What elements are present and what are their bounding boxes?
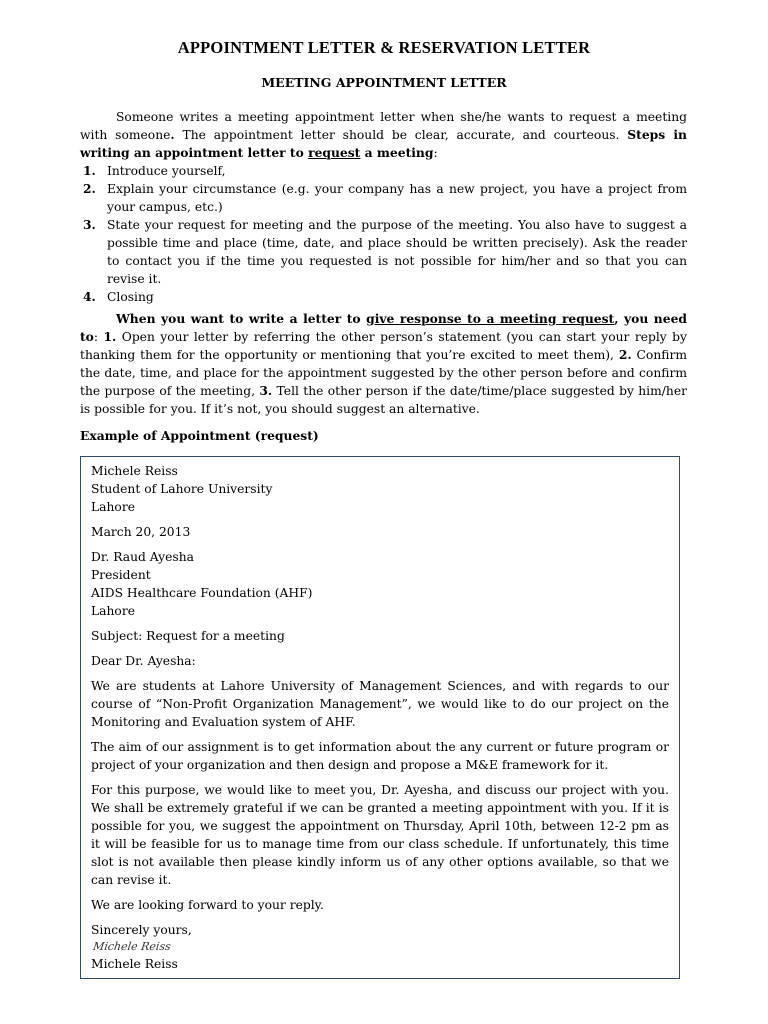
- response-text-1: :: [93, 330, 104, 344]
- list-item: [80, 288, 687, 306]
- response-bold-2: , you need to: [80, 311, 687, 344]
- response-num-2: 2.: [618, 347, 632, 362]
- letter-paragraph-1: We are students at Lahore University of Management Sciences, and with regards to our course of “Non-Profit Organization Management”, we would like to do our project on the Monitoring and Evaluation system of AHF.: [91, 679, 669, 729]
- example-heading: Example of Appointment (request): [80, 428, 319, 443]
- letter-date: March 20, 2013: [91, 525, 191, 539]
- sender-title: Student of Lahore University: [91, 482, 273, 496]
- page-subtitle: MEETING APPOINTMENT LETTER: [261, 75, 507, 90]
- intro-text-1: Someone writes a meeting appointment letter when she/he wants to request a meeting with someone: [80, 110, 687, 142]
- letter-closing: Sincerely yours,: [91, 923, 192, 937]
- recipient-city: Lahore: [91, 604, 135, 618]
- list-item: [80, 162, 687, 180]
- response-num-1: 1.: [103, 329, 117, 344]
- intro-section: [80, 108, 687, 306]
- intro-dot: .: [170, 127, 175, 142]
- response-bold-1: When you want to write a letter to: [116, 311, 367, 326]
- step-number: 4.: [83, 289, 96, 304]
- letter-paragraph-4: We are looking forward to your reply.: [91, 898, 324, 912]
- intro-text-2: The appointment letter should be clear, accurate, and courteous.: [174, 128, 628, 142]
- letter-subject: Subject: Request for a meeting: [91, 629, 285, 643]
- response-text-3: Confirm the date, time, and place for the appointment suggested by the other person before and confirm the purpose of the meeting,: [80, 348, 687, 398]
- recipient-org: AIDS Healthcare Foundation (AHF): [91, 586, 313, 600]
- intro-bold-1: Steps in writing an appointment letter to: [80, 127, 687, 160]
- response-paragraph: [80, 310, 687, 418]
- handwritten-signature: Michele Reiss: [92, 940, 172, 953]
- intro-colon: :: [433, 146, 438, 160]
- response-text-4: Tell the other person if the date/time/place suggested by him/her is possible for you. If it’s not, you should suggest an alternative.: [80, 384, 687, 416]
- intro-paragraph: [80, 108, 687, 162]
- step-text: State your request for meeting and the purpose of the meeting. You also have to suggest a possible time and place (time, date, and place should be written precisely). Ask the reader to contact you if the time you requested is not possible for him/her and so that you can revise it.: [107, 218, 687, 286]
- letter-paragraph-2: The aim of our assignment is to get information about the any current or future program or project of your organization and then design and propose a M&E framework for it.: [91, 740, 669, 772]
- sender-name: Michele Reiss: [91, 464, 178, 478]
- intro-request-underline: request: [308, 145, 361, 160]
- recipient-name: Dr. Raud Ayesha: [91, 550, 194, 564]
- letter-paragraph-3: For this purpose, we would like to meet you, Dr. Ayesha, and discuss our project with you. We shall be extremely grateful if we can be granted a meeting appointment with you. If it is possible for you, we suggest the appointment on Thursday, April 10th, between 12-2 pm as it will be feasible for us to manage time from our class schedule. If unfortunately, this time slot is not available then please kindly inform us of any other options available, so that we can revise it.: [91, 783, 669, 887]
- step-text: Explain your circumstance (e.g. your company has a new project, you have a project from your campus, etc.): [107, 182, 687, 214]
- intro-bold-2: a meeting: [360, 145, 434, 160]
- response-num-3: 3.: [259, 383, 273, 398]
- page-title: APPOINTMENT LETTER & RESERVATION LETTER: [177, 38, 591, 57]
- step-text: Introduce yourself,: [107, 164, 226, 178]
- steps-list: [80, 162, 687, 306]
- sender-city: Lahore: [91, 500, 135, 514]
- list-item: [80, 180, 687, 216]
- letter-salutation: Dear Dr. Ayesha:: [91, 654, 196, 668]
- response-text-2: Open your letter by referring the other person’s statement (you can start your reply by thanking them for the opportunity or mentioning that you’re excited to meet them),: [80, 330, 687, 362]
- signed-name: Michele Reiss: [91, 957, 178, 971]
- list-item: [80, 216, 687, 288]
- response-underline: give response to a meeting request: [366, 311, 615, 326]
- step-text: Closing: [107, 290, 154, 304]
- recipient-title: President: [91, 568, 151, 582]
- step-number: 3.: [83, 217, 96, 232]
- response-section: [80, 310, 687, 418]
- example-letter-box: [80, 456, 680, 979]
- step-number: 2.: [83, 181, 96, 196]
- step-number: 1.: [83, 163, 96, 178]
